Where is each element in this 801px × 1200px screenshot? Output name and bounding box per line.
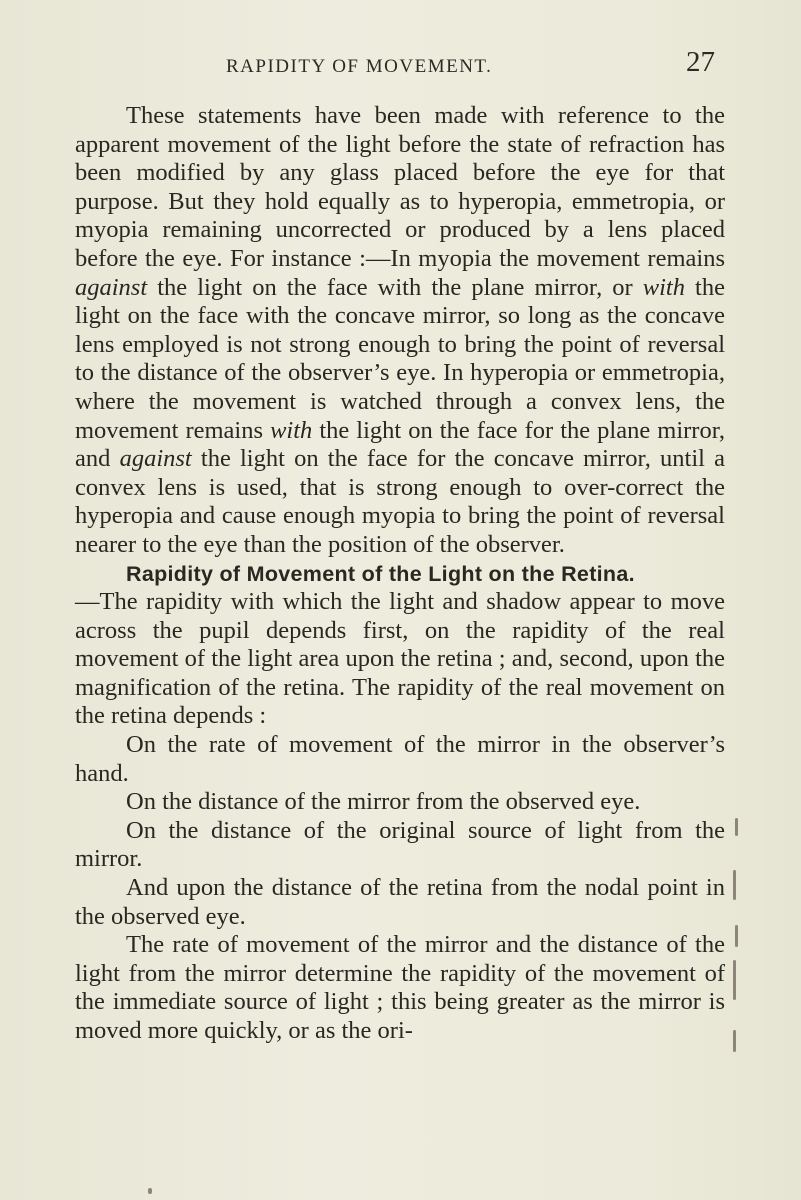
emphasis-with: with [642,273,685,301]
list-item-light-source-distance: On the distance of the original source of light from the mirror. [75,816,725,873]
emphasis-against: against [75,273,148,301]
emphasis-with: with [270,416,313,444]
print-mark [733,870,736,900]
print-mark [148,1188,152,1194]
list-item-mirror-distance: On the distance of the mirror from the observed eye. [126,788,641,816]
paragraph-text: the light on the face for the concave mirror, until a convex lens is used, that is strong enough to over-correct the hyperopia and cause enough myopia to bring the point of reversal nearer to the eye than the position of the observer. [75,445,726,558]
print-mark [735,818,738,836]
closing-paragraph: The rate of movement of the mirror and the distance of the light from the mirror determine the rapidity of the movement of the immediate source of light ; this being greater as the mirror is moved more quickly, or as the ori- [75,931,725,1044]
list-item-retina-distance: And upon the distance of the retina from the nodal point in the observed eye. [75,874,725,930]
body-text [75,102,725,1046]
print-mark [733,960,736,1000]
paragraph-text: the light on the face for the plane mirror, and [75,416,725,473]
paragraph-text: the light on the face with the concave mirror, so long as the concave lens employed is not strong enough to bring the point of reversal to the distance of the observer’s eye. In hyperopia or emmetropia, where the movement is watched through a convex lens, the movement remains [75,273,725,444]
emphasis-against: against [119,445,192,473]
section-heading: Rapidity of Movement of the Light on the Retina. [126,561,635,586]
page-number: 27 [686,46,715,78]
paragraph-text: These statements have been made with reference to the apparent movement of the light before the state of refraction has been modified by any glass placed before the eye for that purpose. But they hold equally as to hyperopia, emmetropia, or myopia remaining uncorrected or produced by a lens placed before the eye. For instance :—In myopia the movement remains [75,102,725,272]
section-intro: —The rapidity with which the light and shadow appear to move across the pupil depends first, on the rapidity of the real movement of the light area upon the retina ; and, second, upon the magnification of the retina. The rapidity of the real movement on the retina depends : [75,588,725,730]
paragraph-text: the light on the face with the plane mirror, or [147,273,643,301]
print-mark [733,1030,736,1052]
list-item-mirror-rate: On the rate of movement of the mirror in the observer’s hand. [75,731,725,787]
print-mark [735,925,738,947]
paragraph-refraction [75,102,725,560]
running-head: RAPIDITY OF MOVEMENT. [226,56,493,77]
